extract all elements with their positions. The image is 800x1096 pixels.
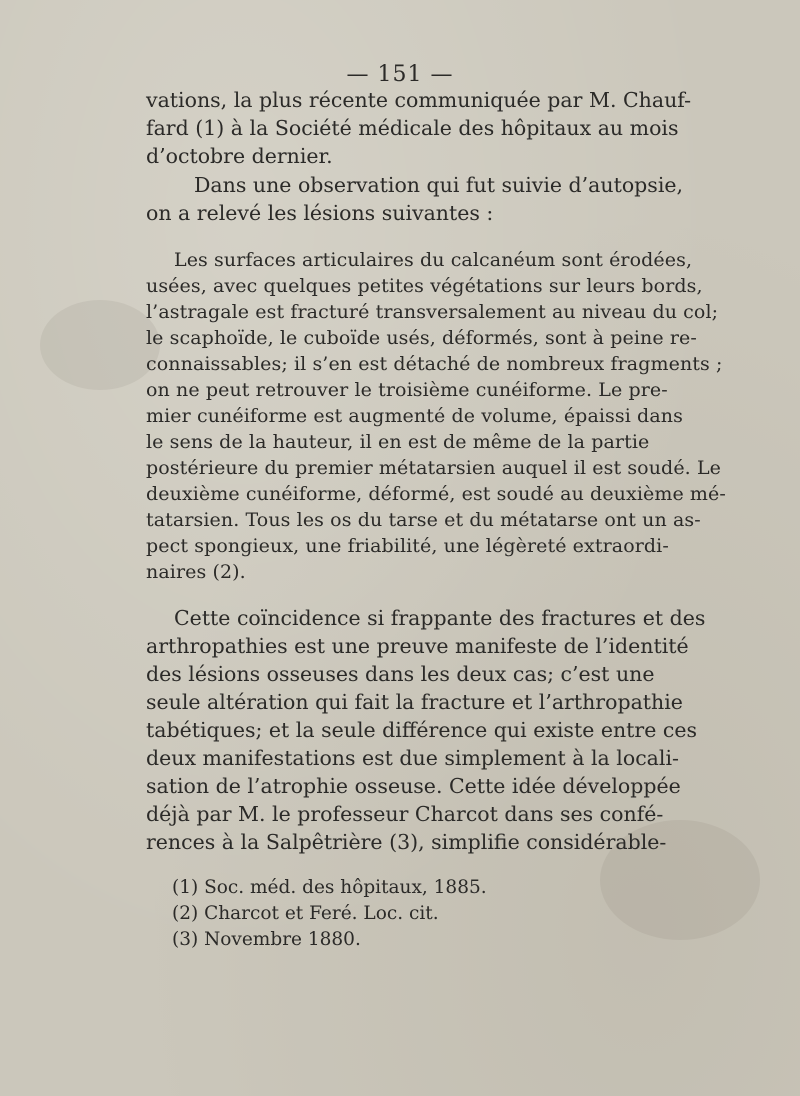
text-line: vations, la plus récente communiquée par M. Chauf- [146, 88, 692, 112]
text-line: fard (1) à la Société médicale des hôpitaux au mois [146, 116, 679, 140]
text-line: Les surfaces articulaires du calcanéum sont érodées, [174, 249, 693, 271]
text-line: arthropathies est une preuve manifeste de l’identité [146, 634, 689, 658]
paper-stain [40, 300, 160, 390]
text-line: deux manifestations est due simplement à la locali- [146, 746, 679, 770]
text-line: l’astragale est fracturé transversalement au niveau du col; [146, 301, 719, 323]
text-line: d’octobre dernier. [146, 144, 333, 168]
text-line: des lésions osseuses dans les deux cas; c’est une [146, 662, 655, 686]
text-line: seule altération qui fait la fracture et l’arthropathie [146, 690, 683, 714]
text-line: tabétiques; et la seule différence qui existe entre ces [146, 718, 697, 742]
text-line: Cette coïncidence si frappante des fractures et des [174, 606, 706, 630]
text-line: déjà par M. le professeur Charcot dans ses confé- [146, 802, 664, 826]
text-line: usées, avec quelques petites végétations sur leurs bords, [146, 275, 703, 297]
text-line: tatarsien. Tous les os du tarse et du métatarse ont un as- [146, 509, 701, 531]
text-line: connaissables; il s’en est détaché de nombreux fragments ; [146, 353, 723, 375]
page-number: — 151 — [346, 62, 454, 87]
text-line: le sens de la hauteur, il en est de même de la partie [146, 431, 650, 453]
text-line: deuxième cunéiforme, déformé, est soudé au deuxième mé- [146, 483, 726, 505]
footnote: (1) Soc. méd. des hôpitaux, 1885. [172, 877, 487, 898]
footnote: (2) Charcot et Feré. Loc. cit. [172, 903, 439, 924]
text-line: Dans une observation qui fut suivie d’autopsie, [194, 173, 684, 197]
text-line: naires (2). [146, 561, 246, 583]
text-line: le scaphoïde, le cuboïde usés, déformés, sont à peine re- [146, 327, 697, 349]
text-line: postérieure du premier métatarsien auquel il est soudé. Le [146, 457, 722, 479]
text-line: on ne peut retrouver le troisième cunéiforme. Le pre- [146, 379, 668, 401]
text-line: pect spongieux, une friabilité, une légèreté extraordi- [146, 535, 669, 557]
text-line: rences à la Salpêtrière (3), simplifie considérable- [146, 830, 667, 854]
text-line: mier cunéiforme est augmenté de volume, épaissi dans [146, 405, 683, 427]
text-line: sation de l’atrophie osseuse. Cette idée développée [146, 774, 681, 798]
footnote: (3) Novembre 1880. [172, 929, 361, 950]
text-line: on a relevé les lésions suivantes : [146, 201, 494, 225]
